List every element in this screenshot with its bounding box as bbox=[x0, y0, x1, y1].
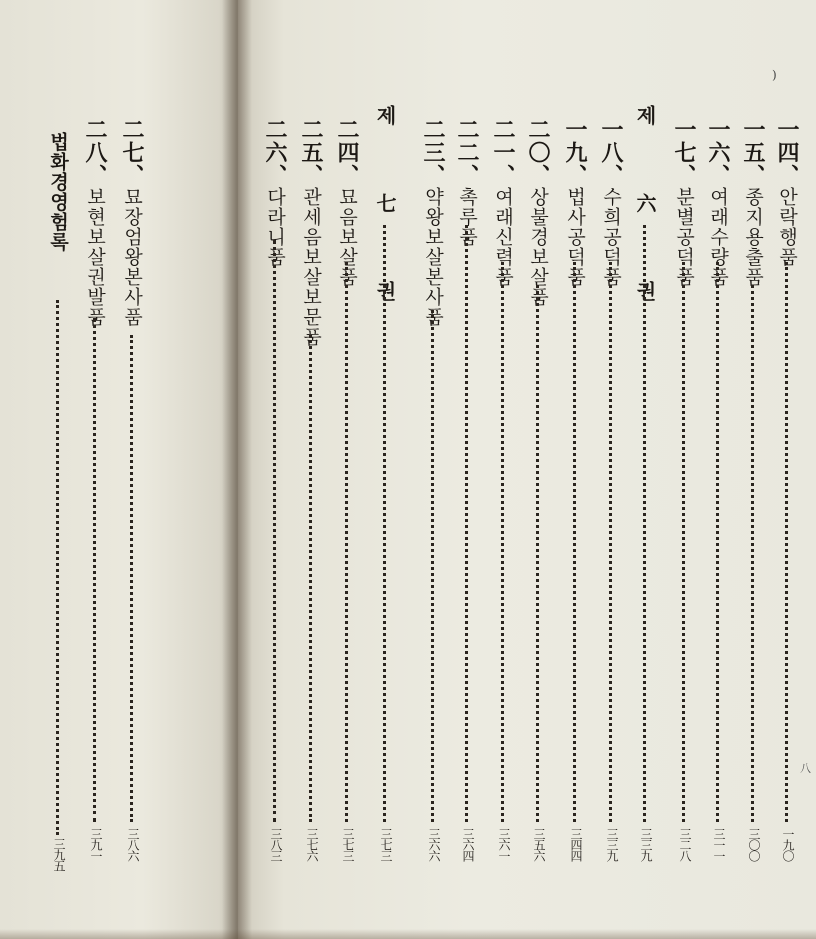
chapter-number: 一六、 bbox=[705, 118, 731, 187]
chapter-title: 상불경보살품 bbox=[527, 187, 549, 307]
toc-entry-label bbox=[772, 118, 802, 267]
dot-leader bbox=[465, 225, 471, 822]
dot-leader bbox=[643, 225, 649, 822]
page-number: 三六四 bbox=[461, 828, 475, 861]
page-number: 三二八 bbox=[678, 828, 692, 861]
dot-leader bbox=[501, 262, 507, 822]
page-number: 三一一 bbox=[712, 828, 726, 861]
toc-entry-label bbox=[296, 118, 326, 347]
toc-entry bbox=[669, 0, 699, 939]
dot-leader bbox=[345, 262, 351, 822]
toc-entry bbox=[260, 0, 290, 939]
volume-heading bbox=[630, 0, 660, 939]
toc-entry bbox=[772, 0, 802, 939]
dot-leader bbox=[682, 262, 688, 822]
chapter-number: 一七、 bbox=[671, 118, 697, 187]
page-number: 一九〇 bbox=[781, 828, 795, 861]
chapter-title: 묘장엄왕본사품 bbox=[121, 187, 143, 327]
dot-leader bbox=[609, 262, 615, 822]
chapter-title: 법사공덕품 bbox=[564, 187, 586, 287]
page-number: 三五六 bbox=[532, 828, 546, 861]
page-number: 三七三 bbox=[341, 828, 355, 861]
dot-leader bbox=[573, 262, 579, 822]
toc-entry-label bbox=[523, 118, 553, 307]
chapter-number: 二七、 bbox=[119, 118, 145, 187]
chapter-title: 여래수량품 bbox=[707, 187, 729, 287]
chapter-title: 여래신력품 bbox=[492, 187, 514, 287]
chapter-number: 二二、 bbox=[454, 118, 480, 187]
volume-title: 제 七 권 bbox=[373, 105, 397, 323]
toc-entry-label bbox=[43, 132, 73, 252]
chapter-number: 一九、 bbox=[562, 118, 588, 187]
volume-heading bbox=[370, 0, 400, 939]
dot-leader bbox=[273, 240, 279, 822]
toc-entry bbox=[703, 0, 733, 939]
chapter-number: 二三、 bbox=[420, 118, 446, 187]
chapter-title: 관세음보살보문품 bbox=[300, 187, 322, 347]
toc-entry bbox=[418, 0, 448, 939]
toc-entry-label bbox=[418, 118, 448, 327]
chapter-title: 법화경영험록 bbox=[47, 132, 69, 252]
dot-leader bbox=[536, 285, 542, 822]
toc-entry bbox=[332, 0, 362, 939]
chapter-number: 二一、 bbox=[490, 118, 516, 187]
chapter-title: 안락행품 bbox=[776, 187, 798, 267]
toc-entry bbox=[523, 0, 553, 939]
toc-entry bbox=[296, 0, 326, 939]
page-number: 三八三 bbox=[269, 828, 283, 861]
chapter-title: 촉루품 bbox=[456, 187, 478, 247]
chapter-title: 종지용출품 bbox=[742, 187, 764, 287]
toc-entry bbox=[560, 0, 590, 939]
toc-entry bbox=[488, 0, 518, 939]
dot-leader bbox=[751, 285, 757, 822]
toc-entry-label bbox=[117, 118, 147, 327]
header-mark: ) bbox=[772, 68, 777, 82]
dot-leader bbox=[93, 318, 99, 822]
toc-entry bbox=[452, 0, 482, 939]
toc-entry bbox=[738, 0, 768, 939]
chapter-number: 二〇、 bbox=[525, 118, 551, 187]
book-spine bbox=[222, 0, 252, 939]
page-number: 三六一 bbox=[497, 828, 511, 861]
page-number: 三九五 bbox=[52, 838, 66, 871]
chapter-number: 一四、 bbox=[774, 118, 800, 187]
volume-title: 제 六 권 bbox=[633, 105, 657, 323]
toc-entry bbox=[80, 0, 110, 939]
dot-leader bbox=[431, 310, 437, 822]
toc-entry-label bbox=[80, 118, 110, 327]
dot-leader bbox=[130, 335, 136, 822]
dot-leader bbox=[785, 262, 791, 822]
page-number: 三九一 bbox=[89, 828, 103, 861]
chapter-number: 二六、 bbox=[262, 118, 288, 187]
chapter-title: 보현보살권발품 bbox=[84, 187, 106, 327]
page-number: 三七三 bbox=[379, 828, 393, 861]
chapter-title: 분별공덕품 bbox=[673, 187, 695, 287]
toc-entry-label bbox=[738, 118, 768, 287]
dot-leader bbox=[716, 262, 722, 822]
toc-entry bbox=[596, 0, 626, 939]
page-number: 三四四 bbox=[569, 828, 583, 861]
page-number: 三三九 bbox=[605, 828, 619, 861]
chapter-number: 一八、 bbox=[598, 118, 624, 187]
chapter-number: 一五、 bbox=[740, 118, 766, 187]
chapter-number: 二八、 bbox=[82, 118, 108, 187]
page-number: 三七六 bbox=[305, 828, 319, 861]
page-number: 三六六 bbox=[427, 828, 441, 861]
chapter-title: 수희공덕품 bbox=[600, 187, 622, 287]
toc-entry bbox=[117, 0, 147, 939]
chapter-title: 묘음보살품 bbox=[336, 187, 358, 287]
page-number: 三三九 bbox=[639, 828, 653, 861]
chapter-number: 二四、 bbox=[334, 118, 360, 187]
toc-entry bbox=[43, 0, 73, 939]
page-number: 三〇〇 bbox=[747, 828, 761, 861]
margin-mark: 八 bbox=[800, 762, 811, 775]
dot-leader bbox=[309, 335, 315, 822]
page-number: 三八六 bbox=[126, 828, 140, 861]
chapter-number: 二五、 bbox=[298, 118, 324, 187]
chapter-title: 다라니품 bbox=[264, 187, 286, 267]
dot-leader bbox=[56, 300, 62, 835]
dot-leader bbox=[383, 225, 389, 822]
chapter-title: 약왕보살본사품 bbox=[422, 187, 444, 327]
